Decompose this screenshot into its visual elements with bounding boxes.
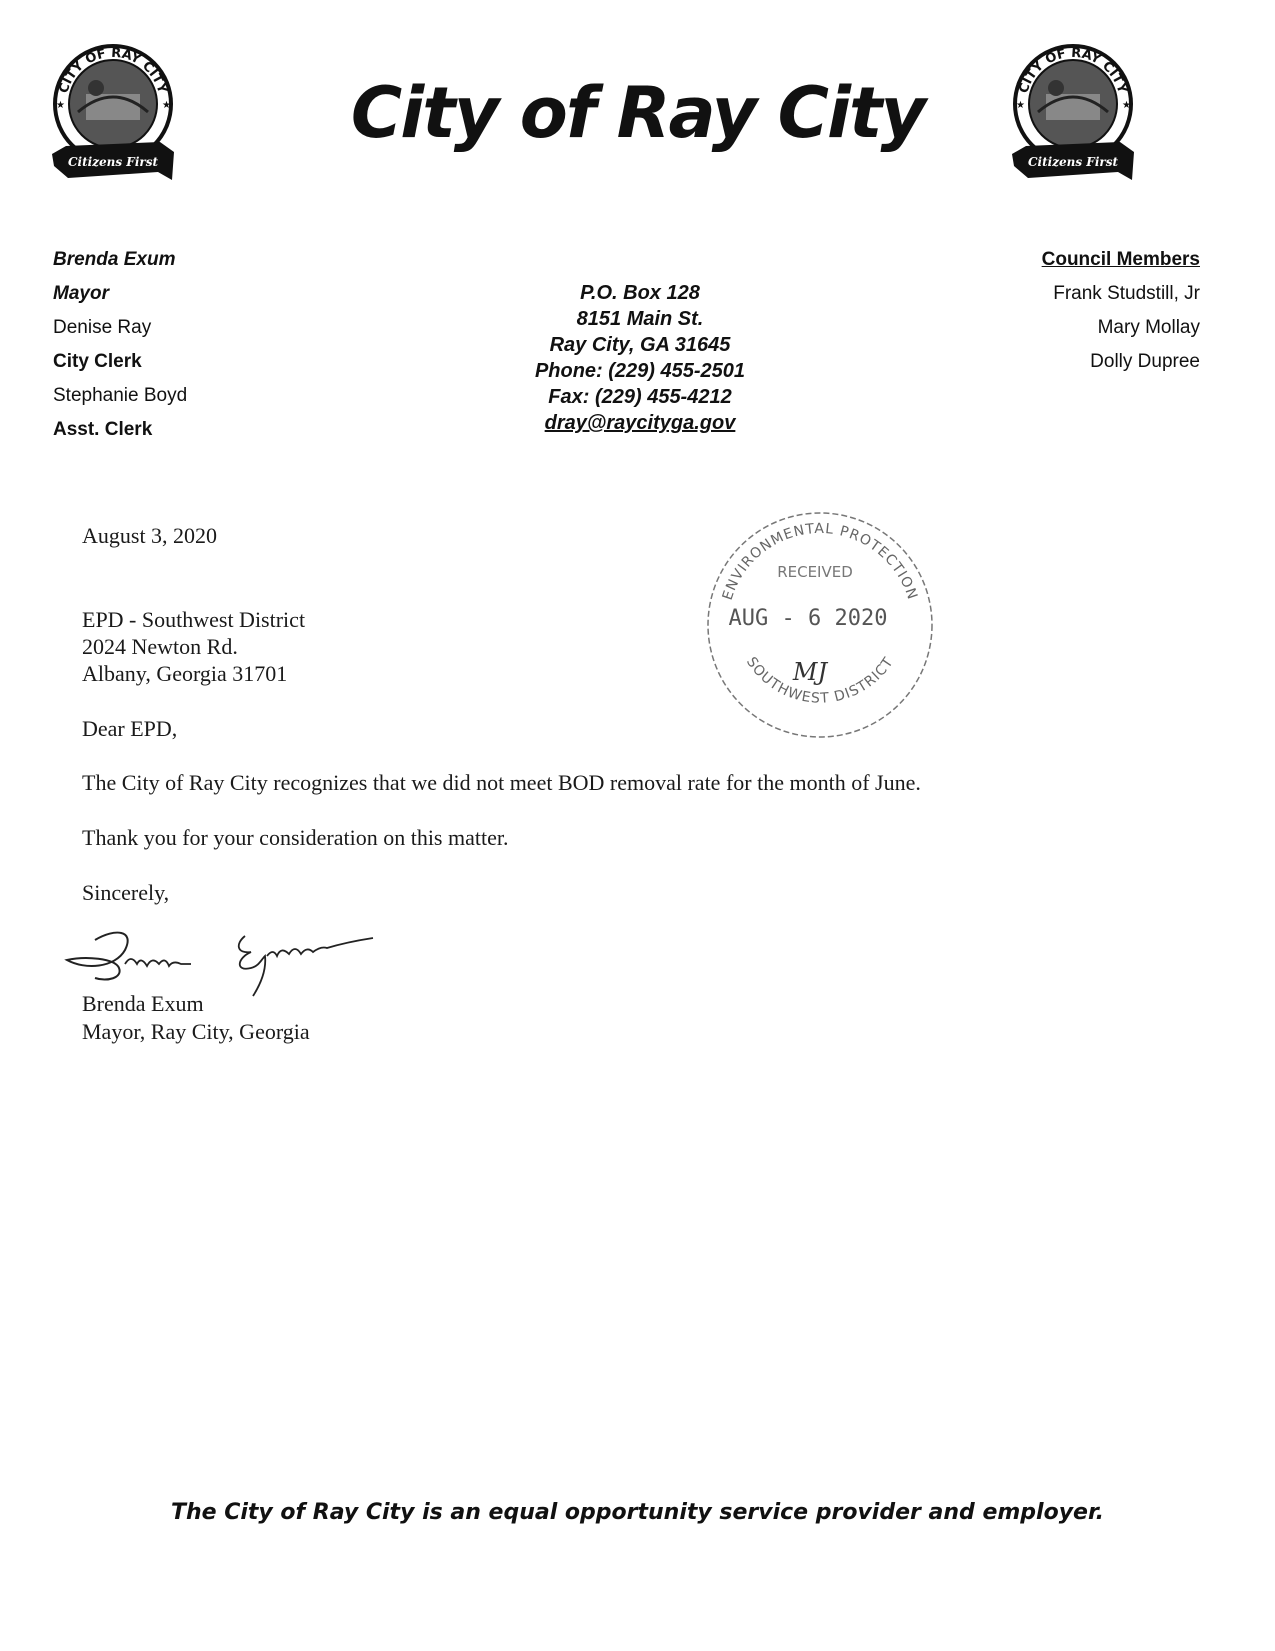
fax-number: Fax: (229) 455-4212: [548, 386, 732, 408]
svg-text:★: ★: [1122, 100, 1131, 111]
salutation: Dear EPD,: [82, 716, 178, 741]
letterhead-title: City of Ray City: [350, 72, 925, 154]
received-stamp: [700, 505, 940, 745]
svg-text:★: ★: [162, 100, 171, 111]
official-title: Asst. Clerk: [53, 419, 153, 440]
body-paragraph: Thank you for your consideration on this matter.: [82, 825, 509, 850]
council-member: Frank Studstill, Jr: [1053, 283, 1200, 304]
stamp-received-label: RECEIVED: [777, 563, 853, 581]
council-list: [1042, 243, 1200, 379]
recipient-line: Albany, Georgia 31701: [82, 661, 288, 686]
council-member: Dolly Dupree: [1090, 351, 1200, 372]
phone-number: Phone: (229) 455-2501: [534, 360, 746, 382]
seal-arc-text: CITY OF RAY CITY: [56, 45, 170, 96]
closing: Sincerely,: [82, 880, 170, 905]
recipient-address: [82, 606, 305, 687]
seal-banner-text: Citizens First: [67, 155, 159, 169]
stamp-date: AUG - 6 2020: [728, 606, 888, 631]
official-name: Brenda Exum: [53, 249, 176, 270]
city-state-zip: Ray City, GA 31645: [549, 334, 731, 356]
footer-statement: The City of Ray City is an equal opportunity service provider and employer.: [170, 1500, 1105, 1525]
signature-block: [82, 990, 310, 1046]
email-link[interactable]: dray@raycityga.gov: [544, 412, 736, 434]
letter-date: August 3, 2020: [82, 523, 218, 548]
council-heading: Council Members: [1041, 249, 1200, 270]
body-paragraph: The City of Ray City recognizes that we did not meet BOD removal rate for the month of June.: [82, 770, 921, 795]
stamp-bottom-arc: SOUTHWEST DISTRICT: [742, 654, 898, 707]
seal-arc-text: CITY OF RAY CITY: [1016, 45, 1130, 96]
official-name: Denise Ray: [53, 317, 152, 338]
signer-name: Brenda Exum: [82, 991, 204, 1016]
svg-text:★: ★: [56, 100, 65, 111]
council-member: Mary Mollay: [1097, 317, 1200, 338]
official-title: City Clerk: [53, 351, 142, 372]
po-box: P.O. Box 128: [580, 282, 700, 304]
recipient-line: EPD - Southwest District: [82, 607, 306, 632]
official-name: Stephanie Boyd: [53, 385, 188, 406]
recipient-line: 2024 Newton Rd.: [82, 634, 238, 659]
contact-block: [440, 280, 840, 436]
svg-text:ENVIRONMENTAL PROTECTION: [720, 521, 921, 602]
handwritten-signature: [55, 920, 415, 1000]
seal-banner-text: Citizens First: [1027, 155, 1119, 169]
svg-text:★: ★: [1016, 100, 1025, 111]
stamp-top-arc: ENVIRONMENTAL PROTECTION: [719, 521, 921, 603]
signer-title: Mayor, Ray City, Georgia: [82, 1019, 310, 1044]
stamp-initials: MJ: [792, 658, 828, 686]
official-title: Mayor: [53, 283, 109, 304]
street-address: 8151 Main St.: [576, 308, 704, 330]
officials-list: [53, 243, 187, 447]
